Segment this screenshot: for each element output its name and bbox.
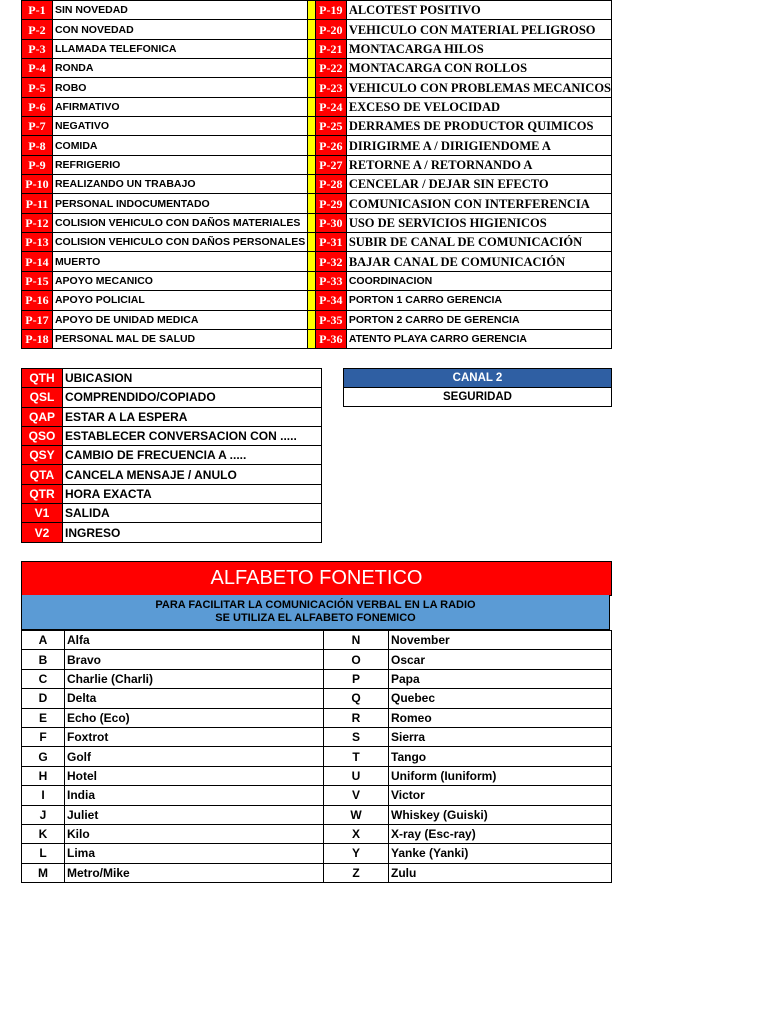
alfabeto-row [22,766,612,785]
p-code: P-18 [22,329,53,348]
p-code-meaning-text: DERRAMES DE PRODUCTOR QUIMICOS [348,119,594,134]
p-code: P-5 [22,78,53,97]
alfabeto-word: Sierra [389,727,612,746]
alfabeto-letter: A [22,631,65,650]
alfabeto-letter: L [22,844,65,863]
q-code-row [22,504,322,523]
p-code: P-14 [22,252,53,271]
q-code-row [22,523,322,542]
alfabeto-row [22,689,612,708]
p-code: P-30 [315,213,346,232]
p-code-meaning [346,194,611,213]
p-code: P-13 [22,233,53,252]
alfabeto-word: Hotel [65,766,324,785]
alfabeto-letter: F [22,727,65,746]
alfabeto-word: Romeo [389,708,612,727]
p-code-meaning-text: DIRIGIRME A / DIRIGIENDOME A [348,138,551,153]
alfabeto-row [22,708,612,727]
p-code-meaning: COMIDA [52,136,307,155]
p-code-meaning-text: VEHICULO CON MATERIAL PELIGROSO [348,22,596,37]
p-code-meaning [346,117,611,136]
p-code-row [22,175,612,194]
p-code-row [22,252,612,271]
alfabeto-letter: Z [324,863,389,882]
q-code-meaning: UBICASION [63,369,322,388]
p-code: P-8 [22,136,53,155]
p-code: P-10 [22,175,53,194]
canal-value: SEGURIDAD [344,388,612,407]
q-code-row [22,426,322,445]
alfabeto-word: Tango [389,747,612,766]
q-code-row [22,465,322,484]
q-codes-table [21,368,322,543]
alfabeto-letter: C [22,669,65,688]
q-code-row [22,484,322,503]
alfabeto-subtitle-line2: SE UTILIZA EL ALFABETO FONEMICO [215,612,416,624]
alfabeto-row [22,669,612,688]
alfabeto-table [21,630,612,883]
p-code-meaning-text: USO DE SERVICIOS HIGIENICOS [348,215,547,230]
q-code-meaning: COMPRENDIDO/COPIADO [63,388,322,407]
p-code-meaning: SIN NOVEDAD [52,1,307,20]
yellow-separator [308,271,316,290]
yellow-separator [308,136,316,155]
alfabeto-word: India [65,786,324,805]
p-code: P-33 [315,271,346,290]
yellow-separator [308,175,316,194]
q-code: QSY [22,446,63,465]
q-code: QAP [22,407,63,426]
q-code: QSO [22,426,63,445]
p-code-meaning: AFIRMATIVO [52,97,307,116]
p-code: P-25 [315,117,346,136]
p-code-meaning-text: EXCESO DE VELOCIDAD [348,99,501,114]
alfabeto-word: Juliet [65,805,324,824]
p-code: P-2 [22,20,53,39]
p-code-meaning: NEGATIVO [52,117,307,136]
p-code-row [22,233,612,252]
p-code-meaning [346,252,611,271]
p-code: P-6 [22,97,53,116]
alfabeto-word: Charlie (Charli) [65,669,324,688]
alfabeto-row [22,747,612,766]
p-code: P-16 [22,291,53,310]
q-code-row [22,369,322,388]
alfabeto-row [22,863,612,882]
q-code-meaning: CANCELA MENSAJE / ANULO [63,465,322,484]
alfabeto-word: Echo (Eco) [65,708,324,727]
yellow-separator [308,59,316,78]
alfabeto-subtitle-line1: PARA FACILITAR LA COMUNICACIÓN VERBAL EN LA RADIO [155,599,476,611]
alfabeto-letter: K [22,824,65,843]
q-code-meaning: HORA EXACTA [63,484,322,503]
yellow-separator [308,291,316,310]
p-code-meaning [346,213,611,232]
alfabeto-word: Uniform (Iuniform) [389,766,612,785]
p-code-row [22,39,612,58]
alfabeto-word: Metro/Mike [65,863,324,882]
alfabeto-word: Quebec [389,689,612,708]
p-code-row [22,78,612,97]
alfabeto-letter: I [22,786,65,805]
p-code-meaning [346,271,611,290]
q-code-row [22,388,322,407]
p-code: P-21 [315,39,346,58]
alfabeto-row [22,824,612,843]
alfabeto-letter: E [22,708,65,727]
p-code: P-28 [315,175,346,194]
p-code: P-9 [22,155,53,174]
alfabeto-letter: J [22,805,65,824]
p-code-row [22,59,612,78]
q-code-meaning: SALIDA [63,504,322,523]
p-code-meaning-text: CENCELAR / DEJAR SIN EFECTO [348,177,549,192]
alfabeto-word: Kilo [65,824,324,843]
p-code: P-35 [315,310,346,329]
p-code-meaning: COLISION VEHICULO CON DAÑOS PERSONALES [52,233,307,252]
p-code-meaning [346,291,611,310]
p-code-row [22,271,612,290]
yellow-separator [308,310,316,329]
p-code: P-15 [22,271,53,290]
q-code-row [22,446,322,465]
p-code-meaning [346,136,611,155]
alfabeto-letter: T [324,747,389,766]
p-code: P-36 [315,329,346,348]
p-code-meaning-text: VEHICULO CON PROBLEMAS MECANICOS [348,80,611,95]
p-code-meaning: APOYO MECANICO [52,271,307,290]
p-code-meaning-text: COORDINACION [348,274,433,287]
yellow-separator [308,20,316,39]
alfabeto-letter: V [324,786,389,805]
p-code-meaning: MUERTO [52,252,307,271]
p-code: P-32 [315,252,346,271]
alfabeto-word: X-ray (Esc-ray) [389,824,612,843]
alfabeto-letter: R [324,708,389,727]
p-code-meaning [346,59,611,78]
p-code-meaning-text: MONTACARGA HILOS [348,41,484,56]
p-code-meaning: PERSONAL MAL DE SALUD [52,329,307,348]
p-code-meaning [346,329,611,348]
p-code-meaning-text: SUBIR DE CANAL DE COMUNICACIÓN [348,235,583,250]
alfabeto-word: Papa [389,669,612,688]
p-code-row [22,329,612,348]
p-code-meaning [346,97,611,116]
p-code: P-23 [315,78,346,97]
p-code: P-4 [22,59,53,78]
alfabeto-subtitle [21,595,610,630]
p-code: P-7 [22,117,53,136]
p-code: P-19 [315,1,346,20]
yellow-separator [308,97,316,116]
alfabeto-row [22,727,612,746]
p-code-meaning-text: BAJAR CANAL DE COMUNICACIÓN [348,254,566,269]
p-code-meaning-text: PORTON 2 CARRO DE GERENCIA [348,313,520,326]
alfabeto-word: Golf [65,747,324,766]
q-code-meaning: ESTAR A LA ESPERA [63,407,322,426]
p-code: P-12 [22,213,53,232]
p-code: P-27 [315,155,346,174]
p-code: P-17 [22,310,53,329]
alfabeto-row [22,631,612,650]
p-code-meaning-text: ATENTO PLAYA CARRO GERENCIA [348,333,527,346]
q-code-row [22,407,322,426]
p-code: P-31 [315,233,346,252]
p-code-meaning [346,175,611,194]
alfabeto-letter: Q [324,689,389,708]
yellow-separator [308,329,316,348]
yellow-separator [308,1,316,20]
p-code-row [22,310,612,329]
q-code-meaning: ESTABLECER CONVERSACION CON ..... [63,426,322,445]
alfabeto-letter: G [22,747,65,766]
p-code-meaning-text: MONTACARGA CON ROLLOS [348,61,528,76]
alfabeto-word: Yanke (Yanki) [389,844,612,863]
alfabeto-letter: M [22,863,65,882]
alfabeto-letter: S [324,727,389,746]
alfabeto-letter: Y [324,844,389,863]
alfabeto-letter: B [22,650,65,669]
p-code-meaning [346,78,611,97]
alfabeto-word: Foxtrot [65,727,324,746]
alfabeto-word: Zulu [389,863,612,882]
yellow-separator [308,213,316,232]
yellow-separator [308,252,316,271]
p-code-meaning: REALIZANDO UN TRABAJO [52,175,307,194]
canal-header-row [344,369,612,388]
p-codes-table [21,0,612,349]
p-code-meaning: CON NOVEDAD [52,20,307,39]
alfabeto-letter: W [324,805,389,824]
p-code-meaning [346,233,611,252]
yellow-separator [308,78,316,97]
p-code: P-3 [22,39,53,58]
p-code-meaning: REFRIGERIO [52,155,307,174]
alfabeto-title: ALFABETO FONETICO [21,561,612,596]
p-code-meaning [346,20,611,39]
p-code-meaning [346,1,611,20]
q-code-meaning: INGRESO [63,523,322,542]
yellow-separator [308,194,316,213]
alfabeto-letter: D [22,689,65,708]
canal-header: CANAL 2 [344,369,612,388]
p-code-row [22,213,612,232]
p-code: P-24 [315,97,346,116]
p-code-meaning-text: COMUNICASION CON INTERFERENCIA [348,196,590,211]
p-code-meaning [346,155,611,174]
alfabeto-row [22,650,612,669]
p-code-row [22,20,612,39]
alfabeto-row [22,844,612,863]
q-code-meaning: CAMBIO DE FRECUENCIA A ..... [63,446,322,465]
p-code-row [22,97,612,116]
alfabeto-word: November [389,631,612,650]
yellow-separator [308,39,316,58]
alfabeto-letter: H [22,766,65,785]
p-code-row [22,117,612,136]
p-code-meaning: PERSONAL INDOCUMENTADO [52,194,307,213]
alfabeto-letter: U [324,766,389,785]
alfabeto-letter: P [324,669,389,688]
q-code: QTH [22,369,63,388]
alfabeto-letter: N [324,631,389,650]
p-code-meaning-text: ALCOTEST POSITIVO [348,3,481,18]
canal-table [343,368,612,407]
p-code: P-34 [315,291,346,310]
alfabeto-row [22,786,612,805]
p-code-row [22,136,612,155]
alfabeto-word: Whiskey (Guiski) [389,805,612,824]
p-code-meaning [346,39,611,58]
p-code-meaning: COLISION VEHICULO CON DAÑOS MATERIALES [52,213,307,232]
p-code-row [22,291,612,310]
q-code: QTA [22,465,63,484]
yellow-separator [308,117,316,136]
alfabeto-row [22,805,612,824]
alfabeto-letter: X [324,824,389,843]
alfabeto-word: Alfa [65,631,324,650]
p-code: P-29 [315,194,346,213]
p-code: P-1 [22,1,53,20]
p-code-meaning: APOYO POLICIAL [52,291,307,310]
alfabeto-word: Victor [389,786,612,805]
p-code-row [22,1,612,20]
alfabeto-word: Lima [65,844,324,863]
q-code: V1 [22,504,63,523]
yellow-separator [308,233,316,252]
p-code: P-22 [315,59,346,78]
alfabeto-word: Oscar [389,650,612,669]
canal-value-row [344,388,612,407]
p-code-row [22,155,612,174]
p-code-meaning-text: RETORNE A / RETORNANDO A [348,157,533,172]
p-code: P-26 [315,136,346,155]
p-code-meaning: LLAMADA TELEFONICA [52,39,307,58]
alfabeto-word: Bravo [65,650,324,669]
p-code-row [22,194,612,213]
p-code-meaning [346,310,611,329]
p-code-meaning: ROBO [52,78,307,97]
alfabeto-letter: O [324,650,389,669]
p-code: P-20 [315,20,346,39]
q-code: QTR [22,484,63,503]
q-code: V2 [22,523,63,542]
yellow-separator [308,155,316,174]
alfabeto-word: Delta [65,689,324,708]
p-code-meaning: APOYO DE UNIDAD MEDICA [52,310,307,329]
p-code-meaning: RONDA [52,59,307,78]
q-code: QSL [22,388,63,407]
p-code-meaning-text: PORTON 1 CARRO GERENCIA [348,294,503,307]
p-code: P-11 [22,194,53,213]
